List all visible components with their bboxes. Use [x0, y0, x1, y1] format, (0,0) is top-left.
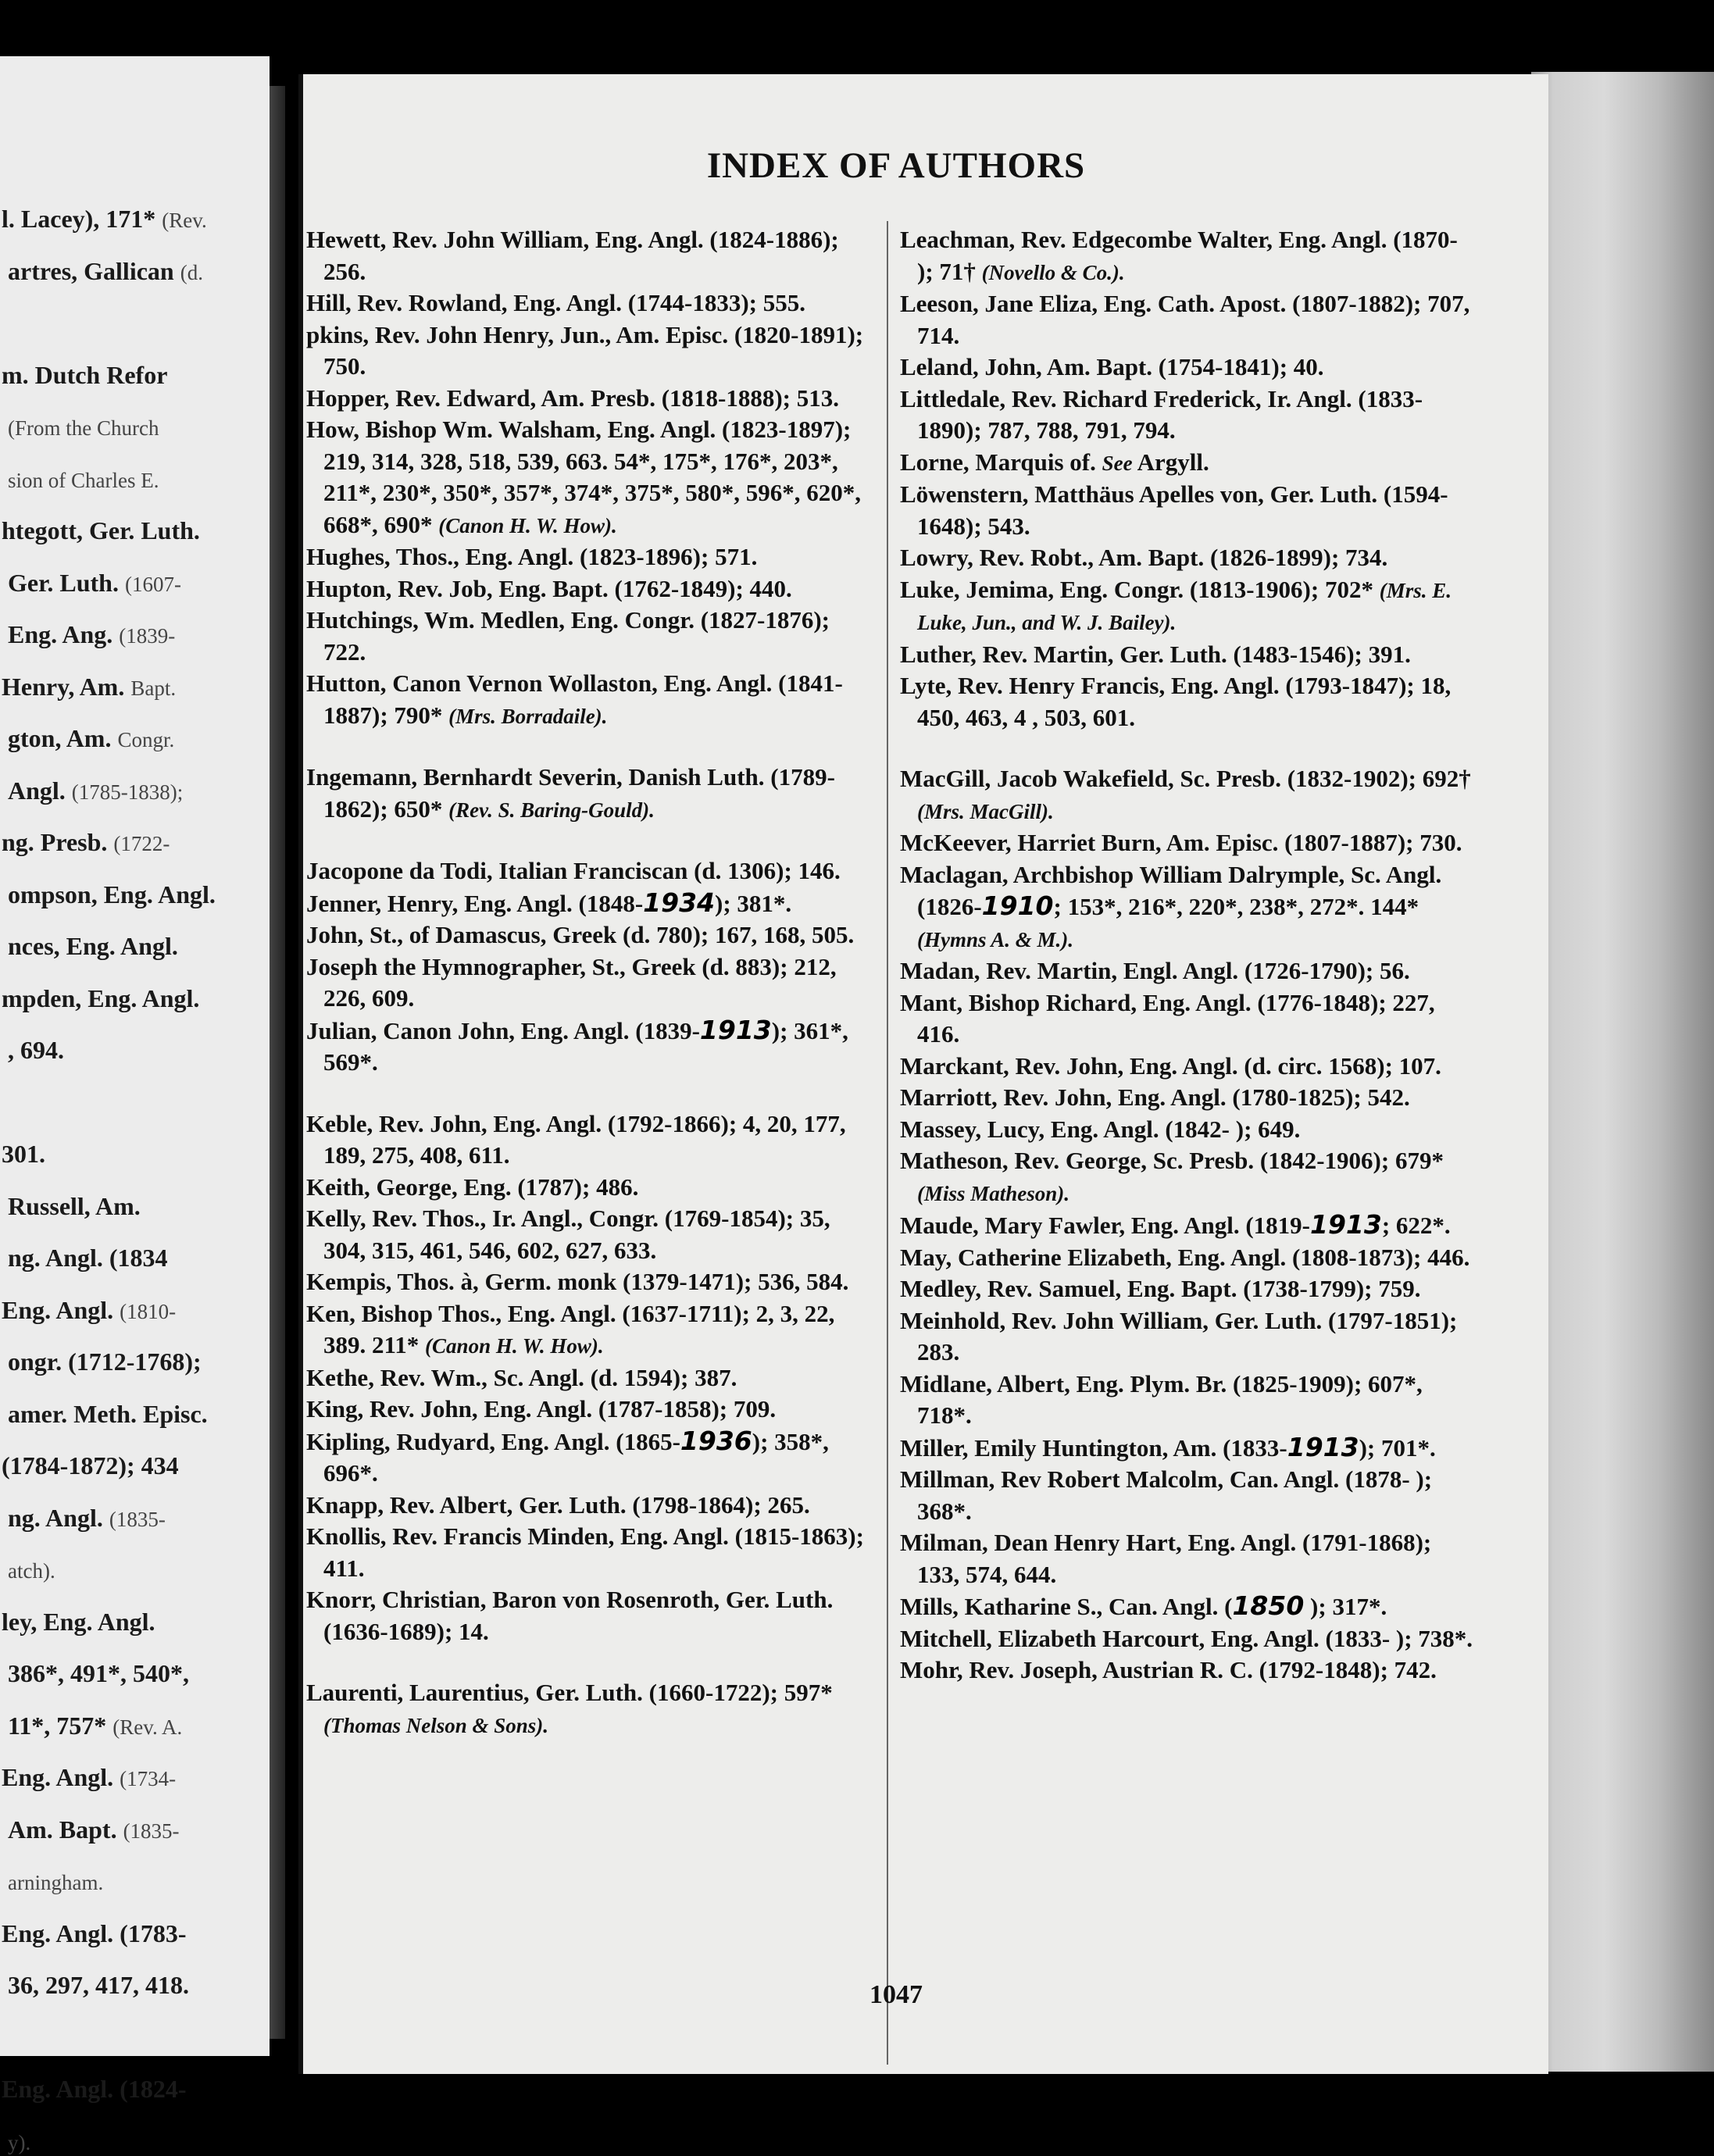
entry-text: Hewett, Rev. John William, Eng. Angl. (1824-1886); 256.	[306, 226, 839, 285]
entry-note: See	[1102, 451, 1133, 475]
entry-text: Marckant, Rev. John, Eng. Angl. (d. circ. 1568); 107.	[900, 1051, 1441, 1080]
index-entry	[306, 287, 869, 319]
entry-text: pkins, Rev. John Henry, Jun., Am. Episc. (1820-1891); 750.	[306, 320, 864, 380]
index-entry	[306, 224, 869, 287]
facing-page-line	[8, 2127, 30, 2156]
entry-text: Massey, Lucy, Eng. Angl. (1842- ); 649.	[900, 1115, 1301, 1143]
entry-text: McKeever, Harriet Burn, Am. Episc. (1807-1887); 730.	[900, 829, 1462, 856]
index-entry	[900, 987, 1478, 1051]
entry-text: Keble, Rev. John, Eng. Angl. (1792-1866); 4, 20, 177, 189, 275, 408, 611.	[306, 1109, 846, 1169]
index-entry	[900, 352, 1478, 384]
index-entry	[900, 384, 1478, 447]
entry-text: Keith, George, Eng. (1787); 486.	[306, 1173, 639, 1201]
line-text: ng. Angl.	[8, 1503, 103, 1532]
facing-page-line	[8, 620, 175, 649]
entry-text: Midlane, Albert, Eng. Plym. Br. (1825-1909); 607*, 718*.	[900, 1369, 1423, 1429]
facing-page-line	[8, 465, 159, 494]
index-entry	[306, 1298, 869, 1362]
index-page	[298, 74, 1548, 2074]
line-text: mpden, Eng. Angl.	[2, 983, 200, 1012]
entry-note: (Canon H. W. How).	[438, 513, 617, 537]
entry-text: Leachman, Rev. Edgecombe Walter, Eng. Angl. (1870- ); 71†	[900, 226, 1458, 285]
facing-page-line	[8, 724, 174, 753]
entry-text: Littledale, Rev. Richard Frederick, Ir. Angl. (1833-1890); 787, 788, 791, 794.	[900, 384, 1423, 444]
index-entry	[900, 447, 1478, 480]
line-text: Eng. Angl. (1783-	[2, 1919, 187, 1947]
line-note: (Rev. A.	[112, 1715, 183, 1739]
line-note: (1734-	[120, 1767, 177, 1790]
facing-page-line	[8, 569, 181, 598]
book-gutter	[270, 86, 285, 2039]
line-note: sion of Charles E.	[8, 468, 159, 492]
entry-text: Milman, Dean Henry Hart, Eng. Angl. (1791-1868); 133, 574, 644.	[900, 1529, 1432, 1588]
line-text: ng. Presb.	[2, 828, 108, 856]
index-entry	[306, 319, 869, 383]
index-entry	[900, 479, 1478, 542]
facing-page-line	[8, 1192, 141, 1221]
line-note: arningham.	[8, 1871, 104, 1894]
index-entry	[306, 855, 869, 887]
index-entry	[306, 1362, 869, 1394]
facing-page-line	[2, 828, 170, 857]
page-title: INDEX OF AUTHORS	[706, 145, 1086, 186]
page-edges	[1531, 72, 1714, 2072]
entry-text: Mills, Katharine S., Can. Angl. (	[900, 1593, 1233, 1620]
handwritten-annotation: 1913	[1287, 1431, 1359, 1462]
entry-text: Hopper, Rev. Edward, Am. Presb. (1818-1888); 513.	[306, 384, 839, 412]
entry-note: (Mrs. Borradaile).	[448, 704, 608, 728]
facing-page-line	[8, 1712, 182, 1740]
entry-text: Julian, Canon John, Eng. Angl. (1839-	[306, 1016, 700, 1044]
entry-text: Hutchings, Wm. Medlen, Eng. Congr. (1827-1876); 722.	[306, 606, 830, 666]
entry-text: Marriott, Rev. John, Eng. Angl. (1780-1825); 542.	[900, 1083, 1410, 1111]
entry-text: Kipling, Rudyard, Eng. Angl. (1865-	[306, 1427, 680, 1455]
facing-page-line	[8, 412, 159, 441]
entry-text: Hughes, Thos., Eng. Angl. (1823-1896); 571.	[306, 543, 758, 570]
entry-note: (Hymns A. & M.).	[917, 927, 1074, 951]
entry-text: ); 358*, 696*.	[323, 1427, 829, 1487]
entry-text: Medley, Rev. Samuel, Eng. Bapt. (1738-1799); 759.	[900, 1275, 1421, 1302]
line-note: (1785-1838);	[71, 780, 184, 804]
entry-text: Joseph the Hymnographer, St., Greek (d. 883); 212, 226, 609.	[306, 952, 837, 1012]
handwritten-annotation: 1936	[680, 1425, 752, 1456]
left-column	[306, 224, 869, 1741]
facing-page-line	[8, 257, 203, 286]
line-text: Am. Bapt.	[8, 1815, 117, 1844]
entry-text: Kelly, Rev. Thos., Ir. Angl., Congr. (1769-1854); 35, 304, 315, 461, 546, 602, 627, 633.	[306, 1205, 830, 1264]
entry-note: (Canon H. W. How).	[425, 1334, 604, 1358]
index-entry	[306, 1490, 869, 1522]
handwritten-annotation: 1913	[1309, 1209, 1382, 1240]
line-text: Angl.	[8, 776, 66, 805]
line-text: 386*, 491*, 540*,	[8, 1659, 189, 1687]
entry-text: Knollis, Rev. Francis Minden, Eng. Angl. (1815-1863); 411.	[306, 1522, 864, 1582]
line-note: (Rev.	[162, 209, 207, 232]
facing-page-line	[2, 1451, 179, 1480]
entry-text: ); 381*.	[715, 889, 792, 917]
handwritten-annotation: 1934	[643, 887, 716, 918]
index-entry	[306, 1521, 869, 1584]
entry-text: ; 622*.	[1381, 1212, 1451, 1239]
line-text: l. Lacey), 171*	[2, 205, 156, 233]
entry-text: ); 317*.	[1304, 1593, 1387, 1620]
facing-page-line	[2, 361, 167, 390]
index-entry	[900, 1654, 1478, 1687]
index-entry	[900, 1464, 1478, 1527]
line-text: , 694.	[8, 1036, 64, 1064]
line-note: Congr.	[117, 728, 175, 751]
entry-text: Maude, Mary Fawler, Eng. Angl. (1819-	[900, 1212, 1310, 1239]
entry-text: Argyll.	[1132, 448, 1209, 476]
index-entry	[900, 955, 1478, 987]
index-entry	[900, 1369, 1478, 1432]
index-entry	[306, 383, 869, 415]
facing-page-line	[2, 673, 176, 701]
entry-text: Jacopone da Todi, Italian Franciscan (d. 1306); 146.	[306, 857, 841, 884]
index-entry	[306, 919, 869, 951]
entry-text: Kempis, Thos. à, Germ. monk (1379-1471); 536, 584.	[306, 1268, 849, 1295]
index-entry	[900, 1114, 1478, 1146]
entry-text: Mant, Bishop Richard, Eng. Angl. (1776-1848); 227, 416.	[900, 988, 1435, 1048]
column-divider	[887, 221, 888, 2065]
index-entry	[306, 668, 869, 732]
facing-page-line	[8, 1504, 166, 1533]
facing-page-line	[8, 1555, 55, 1584]
facing-page-line	[2, 1919, 186, 1948]
line-note: Bapt.	[130, 676, 177, 700]
index-entry	[306, 762, 869, 826]
line-note: (1835-	[109, 1507, 166, 1531]
index-entry	[306, 541, 869, 573]
index-entry	[900, 542, 1478, 574]
entry-text: ; 153*, 216*, 220*, 238*, 272*. 144*	[1053, 893, 1419, 920]
entry-note: (Mrs. E. Luke, Jun., and W. J. Bailey).	[917, 578, 1452, 634]
facing-page-line	[8, 932, 178, 961]
right-column	[900, 224, 1478, 1687]
line-note: (1839-	[119, 624, 176, 648]
entry-note: (Rev. S. Baring-Gould).	[448, 798, 655, 822]
entry-text: Leland, John, Am. Bapt. (1754-1841); 40.	[900, 353, 1324, 380]
line-text: nces, Eng. Angl.	[8, 932, 178, 960]
line-note: atch).	[8, 1559, 55, 1583]
index-entry	[900, 1145, 1478, 1209]
entry-text: Millman, Rev Robert Malcolm, Can. Angl. (1878- ); 368*.	[900, 1465, 1433, 1525]
index-entry	[306, 951, 869, 1015]
entry-text: Kethe, Rev. Wm., Sc. Angl. (d. 1594); 387.	[306, 1363, 737, 1391]
index-entry	[900, 1051, 1478, 1083]
index-entry	[900, 670, 1478, 734]
line-text: Russell, Am.	[8, 1191, 141, 1220]
index-entry	[306, 1266, 869, 1298]
entry-text: Lorne, Marquis of.	[900, 448, 1102, 476]
entry-text: ); 701*.	[1359, 1433, 1436, 1462]
index-entry	[900, 1623, 1478, 1655]
facing-page-line	[8, 1867, 103, 1896]
index-entry	[306, 1584, 869, 1647]
line-text: ongr. (1712-1768);	[8, 1348, 202, 1376]
index-entry	[900, 763, 1478, 827]
facing-page-line	[8, 1036, 64, 1065]
index-entry	[306, 1108, 869, 1172]
index-entry	[306, 414, 869, 541]
entry-text: Hill, Rev. Rowland, Eng. Angl. (1744-1833); 555.	[306, 289, 805, 316]
entry-note: (Novello & Co.).	[981, 260, 1125, 284]
index-entry	[900, 1082, 1478, 1114]
facing-page-line	[8, 880, 216, 909]
line-note: (1722-	[113, 832, 170, 855]
index-entry	[900, 224, 1478, 288]
page-number: 1047	[869, 1980, 923, 2009]
facing-page-line	[8, 1348, 202, 1376]
entry-text: Löwenstern, Matthäus Apelles von, Ger. Luth. (1594-1648); 543.	[900, 480, 1448, 540]
entry-text: Hutton, Canon Vernon Wollaston, Eng. Angl. (1841-1887); 790*	[306, 669, 843, 729]
entry-text: Hupton, Rev. Job, Eng. Bapt. (1762-1849); 440.	[306, 574, 792, 602]
line-text: Eng. Angl.	[2, 1763, 114, 1791]
index-entry	[900, 1273, 1478, 1305]
line-note: (1835-	[123, 1819, 180, 1843]
handwritten-annotation: 1850	[1232, 1590, 1305, 1621]
facing-page-line	[8, 1815, 180, 1844]
facing-page-line	[2, 1296, 176, 1325]
entry-text: Matheson, Rev. George, Sc. Presb. (1842-1906); 679*	[900, 1147, 1444, 1174]
entry-text: King, Rev. John, Eng. Angl. (1787-1858); 709.	[306, 1395, 777, 1422]
index-entry	[306, 573, 869, 605]
spine-shadow	[298, 74, 303, 2074]
index-entry	[306, 1394, 869, 1426]
entry-note: (Mrs. MacGill).	[917, 799, 1054, 823]
line-note: (d.	[180, 260, 203, 284]
index-entry	[306, 887, 869, 920]
facing-page-line	[8, 1400, 208, 1429]
entry-text: Mohr, Rev. Joseph, Austrian R. C. (1792-1848); 742.	[900, 1656, 1437, 1683]
facing-page-line	[8, 776, 183, 805]
index-entry	[306, 1015, 869, 1079]
entry-note: (Thomas Nelson & Sons).	[323, 1713, 549, 1737]
facing-page-line	[2, 205, 207, 234]
handwritten-annotation: 1910	[981, 891, 1054, 921]
line-text: Eng. Ang.	[8, 620, 113, 648]
line-text: (1784-1872); 434	[2, 1451, 179, 1480]
line-text: Eng. Angl. (1824-	[2, 2075, 187, 2103]
index-entry	[900, 1590, 1478, 1623]
line-text: amer. Meth. Episc.	[8, 1399, 208, 1428]
line-text: gton, Am.	[8, 724, 112, 752]
line-text: htegott, Ger. Luth.	[2, 516, 200, 544]
line-note: (From the Church	[8, 416, 159, 440]
index-entry	[900, 859, 1478, 956]
index-entry	[900, 1432, 1478, 1465]
entry-text: Meinhold, Rev. John William, Ger. Luth. (1797-1851); 283.	[900, 1306, 1458, 1365]
index-entry	[306, 1203, 869, 1266]
facing-page-line	[8, 1244, 167, 1273]
facing-page-line	[2, 1763, 176, 1792]
index-entry	[900, 1305, 1478, 1369]
facing-page-line	[8, 1971, 189, 2000]
index-entry	[900, 574, 1478, 639]
entry-text: Maclagan, Archbishop William Dalrymple, Sc. Angl. (1826-	[900, 860, 1442, 920]
entry-text: Luke, Jemima, Eng. Congr. (1813-1906); 702*	[900, 575, 1380, 603]
handwritten-annotation: 1913	[699, 1014, 772, 1045]
entry-text: Madan, Rev. Martin, Engl. Angl. (1726-1790); 56.	[900, 957, 1410, 984]
index-entry	[306, 1677, 869, 1741]
facing-page-line	[8, 1659, 189, 1688]
index-entry	[900, 1527, 1478, 1590]
entry-text: Jenner, Henry, Eng. Angl. (1848-	[306, 889, 644, 917]
entry-text: Leeson, Jane Eliza, Eng. Cath. Apost. (1807-1882); 707, 714.	[900, 290, 1470, 349]
entry-text: MacGill, Jacob Wakefield, Sc. Presb. (1832-1902); 692†	[900, 765, 1471, 792]
facing-page-line	[2, 516, 200, 545]
index-entry	[306, 1426, 869, 1490]
facing-page-line	[2, 1608, 155, 1637]
entry-text: Miller, Emily Huntington, Am. (1833-	[900, 1433, 1287, 1462]
line-text: Ger. Luth.	[8, 568, 119, 597]
entry-text: Laurenti, Laurentius, Ger. Luth. (1660-1722); 597*	[306, 1679, 833, 1706]
index-entry	[306, 605, 869, 668]
index-entry	[900, 639, 1478, 671]
line-text: artres, Gallican	[8, 256, 174, 285]
entry-text: ); 361*, 569*.	[323, 1016, 848, 1076]
index-entry	[306, 1172, 869, 1204]
line-text: ley, Eng. Angl.	[2, 1607, 155, 1636]
line-text: 11*, 757*	[8, 1711, 107, 1740]
index-entry	[900, 827, 1478, 859]
facing-page-line	[2, 1140, 45, 1169]
line-text: Henry, Am.	[2, 672, 125, 701]
index-entry	[900, 1242, 1478, 1274]
line-text: 36, 297, 417, 418.	[8, 1971, 189, 1999]
entry-note: (Miss Matheson).	[917, 1181, 1070, 1205]
facing-page-line	[2, 984, 199, 1013]
line-text: ompson, Eng. Angl.	[8, 880, 216, 908]
entry-text: Ingemann, Bernhardt Severin, Danish Luth. (1789-1862); 650*	[306, 763, 835, 823]
facing-page-fragment	[0, 56, 270, 2154]
entry-text: Lowry, Rev. Robt., Am. Bapt. (1826-1899); 734.	[900, 544, 1388, 571]
line-text: 301.	[2, 1140, 45, 1168]
entry-text: Knapp, Rev. Albert, Ger. Luth. (1798-1864); 265.	[306, 1490, 810, 1519]
entry-text: Mitchell, Elizabeth Harcourt, Eng. Angl. (1833- ); 738*.	[900, 1624, 1473, 1652]
line-note: y).	[8, 2130, 31, 2154]
entry-text: How, Bishop Wm. Walsham, Eng. Angl. (1823-1897); 219, 314, 328, 518, 539, 663. 54*, 175*, 176*, 203*, 211*, 230*, 350*, 357*, 374*, 375*, 580*, 596*, 620*, 668*, 690*	[306, 416, 862, 538]
entry-text: May, Catherine Elizabeth, Eng. Angl. (1808-1873); 446.	[900, 1243, 1470, 1271]
line-note: (1607-	[124, 572, 181, 596]
entry-text: Ken, Bishop Thos., Eng. Angl. (1637-1711); 2, 3, 22, 389. 211*	[306, 1299, 835, 1358]
entry-text: Knorr, Christian, Baron von Rosenroth, Ger. Luth. (1636-1689); 14.	[306, 1586, 834, 1645]
facing-page-line	[2, 2075, 186, 2104]
entry-text: John, St., of Damascus, Greek (d. 780); 167, 168, 505.	[306, 921, 855, 948]
index-entry	[900, 1209, 1478, 1242]
line-text: Eng. Angl.	[2, 1295, 114, 1324]
line-text: ng. Angl. (1834	[8, 1244, 168, 1272]
entry-text: Luther, Rev. Martin, Ger. Luth. (1483-1546); 391.	[900, 640, 1411, 668]
line-note: (1810-	[120, 1299, 177, 1323]
entry-text: Lyte, Rev. Henry Francis, Eng. Angl. (1793-1847); 18, 450, 463, 4 , 503, 601.	[900, 672, 1452, 731]
index-entry	[900, 288, 1478, 352]
line-text: m. Dutch Refor	[2, 360, 168, 389]
